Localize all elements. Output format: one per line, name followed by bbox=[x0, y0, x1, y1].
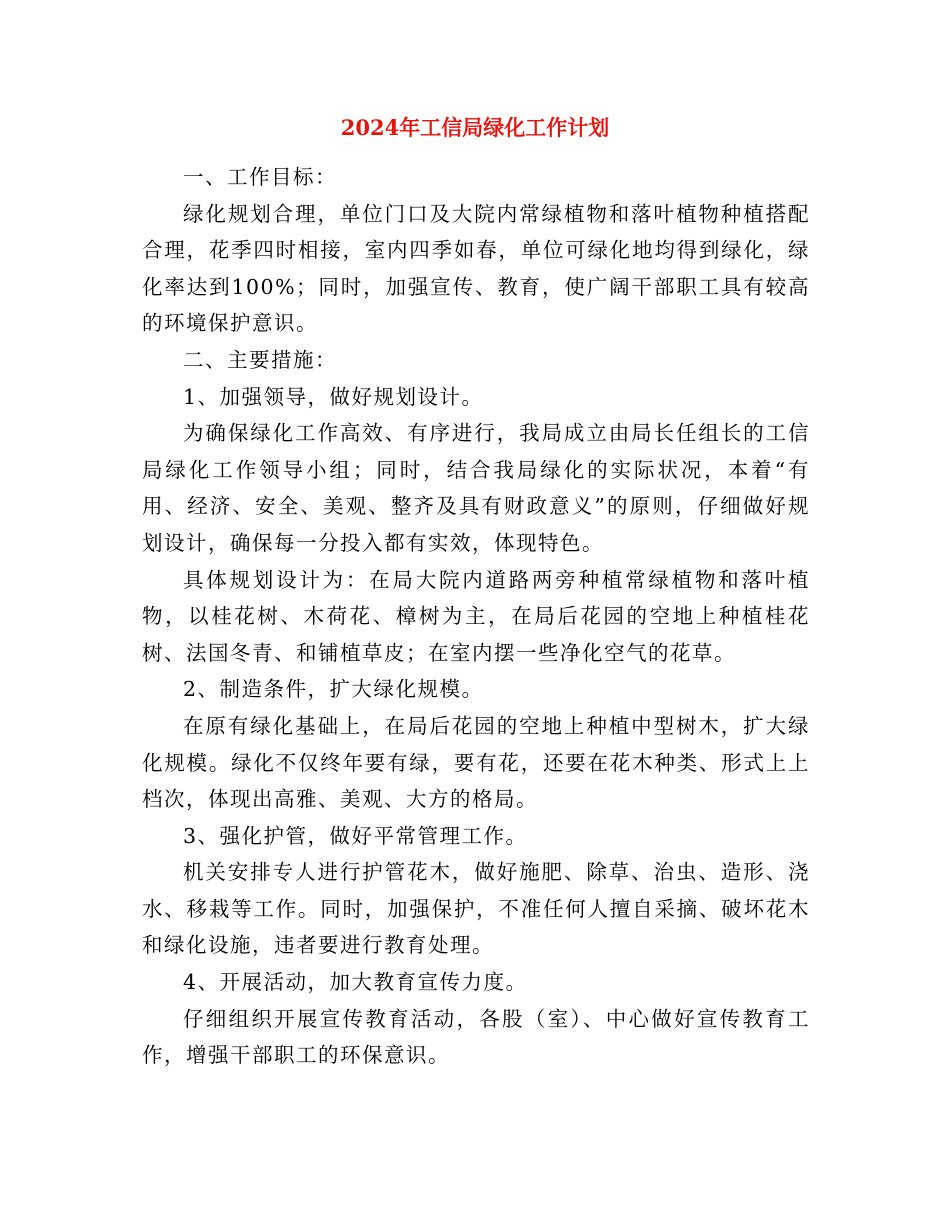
document-body bbox=[142, 159, 810, 1074]
measure-heading-4: 4、开展活动，加大教育宣传力度。 bbox=[183, 970, 528, 995]
paragraph-measure-1b: 具体规划设计为：在局大院内道路两旁种植常绿植物和落叶植物，以桂花树、木荷花、樟树为主，在局后花园的空地上种植桂花树、法国冬青、和铺植草皮；在室内摆一些净化空气的花草。 bbox=[142, 567, 810, 665]
section-heading-goals: 一、工作目标： bbox=[183, 165, 337, 189]
paragraph-measure-3: 机关安排专人进行护管花木，做好施肥、除草、治虫、造形、浇水、移栽等工作。同时，加强保护，不准任何人擅自采摘、破坏花木和绿化设施，违者要进行教育处理。 bbox=[142, 860, 810, 958]
measure-heading-2: 2、制造条件，扩大绿化规模。 bbox=[183, 677, 484, 702]
section-heading-measures: 二、主要措施： bbox=[183, 347, 337, 372]
document-title: 2024年工信局绿化工作计划 bbox=[340, 115, 610, 140]
measure-heading-3: 3、强化护管，做好平常管理工作。 bbox=[183, 823, 528, 848]
paragraph-measure-1a: 为确保绿化工作高效、有序进行，我局成立由局长任组长的工信局绿化工作领导小组；同时，结合我局绿化的实际状况，本着“有用、经济、安全、美观、整齐及具有财政意义”的原则，仔细做好规划设计，确保每一分投入都有实效，体现特色。 bbox=[142, 421, 810, 555]
measure-heading-1: 1、加强领导，做好规划设计。 bbox=[183, 384, 484, 409]
paragraph-measure-4: 仔细组织开展宣传教育活动，各股（室）、中心做好宣传教育工作，增强干部职工的环保意识。 bbox=[142, 1006, 810, 1068]
paragraph-measure-2: 在原有绿化基础上，在局后花园的空地上种植中型树木，扩大绿化规模。绿化不仅终年要有绿，要有花，还要在花木种类、形式上上档次，体现出高雅、美观、大方的格局。 bbox=[142, 713, 810, 812]
paragraph-goals: 绿化规划合理，单位门口及大院内常绿植物和落叶植物种植搭配合理，花季四时相接，室内四季如春，单位可绿化地均得到绿化，绿化率达到100%；同时，加强宣传、教育，使广阔干部职工具有较高的环境保护意识。 bbox=[142, 201, 810, 336]
